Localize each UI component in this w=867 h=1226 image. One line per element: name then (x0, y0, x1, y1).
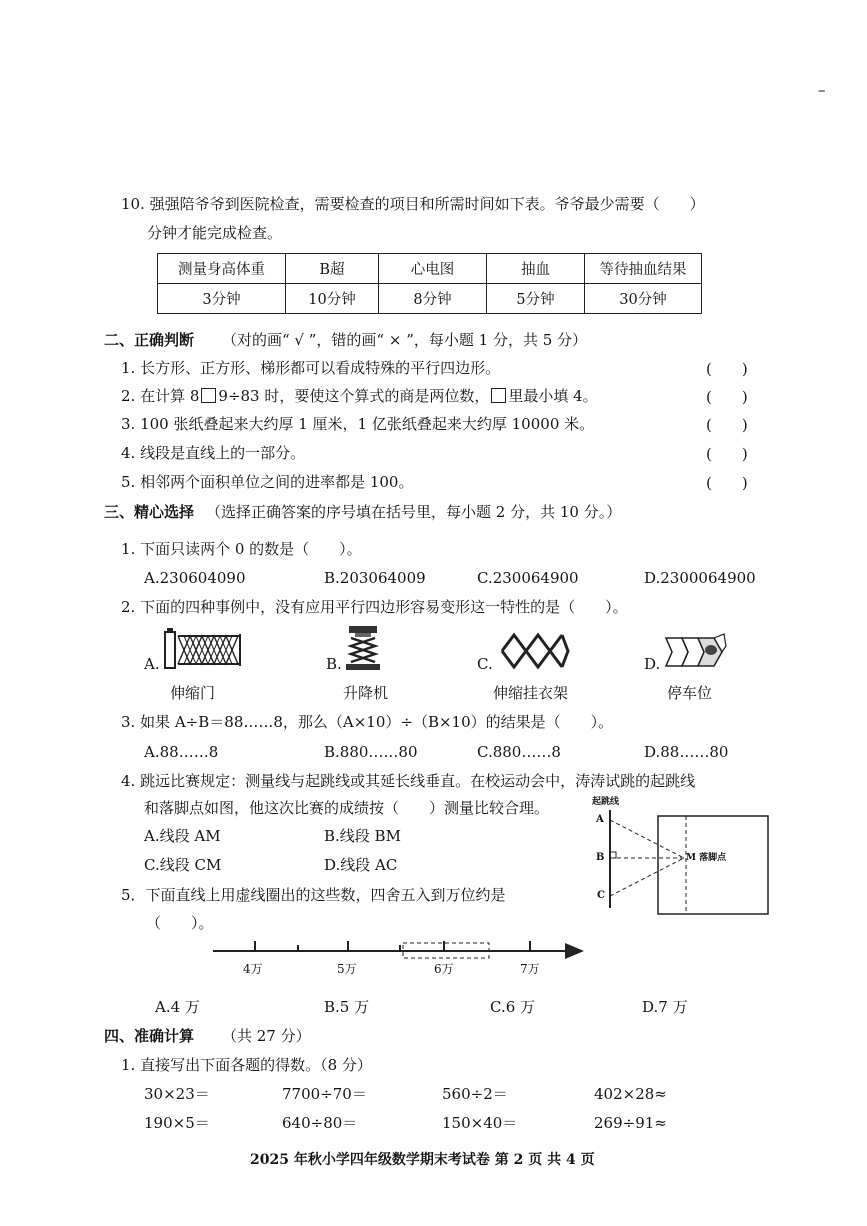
choice-q5-line2: （ ）。 (146, 914, 214, 932)
q10-line2: 分钟才能完成检查。 (147, 224, 283, 242)
fig-label-a: A (596, 814, 604, 825)
choice-q1-option-b: B.203064009 (324, 569, 426, 587)
calc-item: 269÷91≈ (594, 1114, 667, 1132)
number-line-tick-label: 7万 (520, 962, 540, 976)
retractable-gate-icon (162, 626, 244, 670)
table-header-cell: 等待抽血结果 (585, 254, 702, 284)
section-4-note: （共 27 分） (222, 1027, 311, 1045)
calc-item: 640÷80＝ (282, 1114, 358, 1132)
answer-paren[interactable]: ( ) (706, 416, 748, 434)
section-3-note: （选择正确答案的序号填在括号里，每小题 2 分，共 10 分。） (206, 503, 622, 521)
section-2-note: （对的画“ √ ”，错的画“ × ”，每小题 1 分，共 5 分） (222, 331, 588, 349)
choice-q3-stem: 3. 如果 A÷B＝88……8，那么（A×10）÷（B×10）的结果是（ ）。 (121, 713, 614, 731)
choice-q5-option-d: D.7 万 (642, 998, 688, 1016)
table-header-cell: 抽血 (487, 254, 585, 284)
fig-label-takeoff-line: 起跳线 (592, 797, 620, 807)
choice-q5-option-b: B.5 万 (324, 998, 370, 1016)
section-3-title: 三、精心选择 (104, 503, 195, 521)
number-line-tick-label: 4万 (243, 962, 263, 976)
answer-paren[interactable]: ( ) (706, 360, 748, 378)
section-2-title: 二、正确判断 (104, 331, 195, 349)
choice-q2-letter-c: C. (477, 655, 493, 673)
table-row (158, 254, 702, 284)
table-cell: 5分钟 (487, 284, 585, 314)
fig-label-m: M 落脚点 (686, 853, 727, 863)
calc-item: 7700÷70＝ (282, 1085, 367, 1103)
long-jump-figure (592, 796, 772, 918)
choice-q1-option-a: A.230604090 (144, 569, 246, 587)
answer-paren[interactable]: ( ) (706, 474, 748, 492)
choice-q4-option-a: A.线段 AM (144, 827, 221, 845)
judge-item-3: 3. 100 张纸叠起来大约厚 1 厘米，1 亿张纸叠起来大约厚 10000 米。 (121, 415, 595, 433)
calc-q1-stem: 1. 直接写出下面各题的得数。（8 分） (121, 1056, 372, 1074)
choice-q2-letter-a: A. (144, 655, 160, 673)
calc-item: 150×40＝ (442, 1114, 518, 1132)
choice-q2-caption-b: 升降机 (343, 684, 389, 702)
fig-label-b: B (596, 852, 605, 863)
folding-hanger-icon (498, 630, 570, 672)
judge-item-5: 5. 相邻两个面积单位之间的进率都是 100。 (121, 473, 414, 491)
number-line-tick-label: 5万 (337, 962, 357, 976)
choice-q3-option-d: D.88……80 (644, 743, 729, 761)
choice-q3-option-b: B.880……80 (324, 743, 418, 761)
judge-item-1: 1. 长方形、正方形、梯形都可以看成特殊的平行四边形。 (121, 359, 501, 377)
page-footer: 2025 年秋小学四年级数学期末考试卷 第 2 页 共 4 页 (250, 1152, 595, 1168)
table-cell: 3分钟 (158, 284, 286, 314)
choice-q1-option-c: C.230064900 (477, 569, 579, 587)
choice-q4-option-d: D.线段 AC (324, 856, 398, 874)
choice-q2-caption-d: 停车位 (667, 684, 713, 702)
judge-item-4: 4. 线段是直线上的一部分。 (121, 444, 306, 462)
answer-paren[interactable]: ( ) (706, 445, 748, 463)
choice-q1-stem: 1. 下面只读两个 0 的数是（ ）。 (121, 540, 362, 558)
fig-label-c: C (597, 890, 605, 901)
table-header-cell: 测量身高体重 (158, 254, 286, 284)
table-row (158, 284, 702, 314)
q10-table (157, 253, 702, 314)
choice-q4-option-c: C.线段 CM (144, 856, 222, 874)
choice-q2-letter-b: B. (326, 655, 342, 673)
choice-q5-line1: 5．下面直线上用虚线圈出的这些数，四舍五入到万位约是 (121, 886, 506, 904)
long-jump-diagram (592, 796, 772, 918)
table-cell: 10分钟 (286, 284, 379, 314)
choice-q5-option-a: A.4 万 (155, 998, 200, 1016)
choice-q4-option-b: B.线段 BM (324, 827, 401, 845)
calc-item: 560÷2＝ (442, 1085, 508, 1103)
calc-item: 190×5＝ (144, 1114, 210, 1132)
choice-q2-letter-d: D. (644, 655, 661, 673)
q10-line1: 10. 强强陪爷爷到医院检查，需要检查的项目和所需时间如下表。爷爷最少需要（ ） (121, 195, 705, 213)
table-header-cell: B超 (286, 254, 379, 284)
table-cell: 8分钟 (379, 284, 487, 314)
choice-q3-option-c: C.880……8 (477, 743, 561, 761)
choice-q2-caption-c: 伸缩挂衣架 (493, 684, 569, 702)
table-header-cell: 心电图 (379, 254, 487, 284)
blank-box (491, 388, 506, 403)
choice-q4-line2: 和落脚点如图，他这次比赛的成绩按（ ）测量比较合理。 (144, 799, 550, 817)
blank-box (201, 388, 216, 403)
number-line-tick-label: 6万 (434, 962, 454, 976)
choice-q5-option-c: C.6 万 (490, 998, 536, 1016)
calc-item: 30×23＝ (144, 1085, 210, 1103)
calc-item: 402×28≈ (594, 1085, 667, 1103)
judge-item-2-mid: 9÷83 时，要使这个算式的商是两位数， (218, 387, 490, 405)
choice-q2-stem: 2. 下面的四种事例中，没有应用平行四边形容易变形这一特性的是（ ）。 (121, 598, 628, 616)
table-cell: 30分钟 (585, 284, 702, 314)
judge-item-2 (121, 386, 598, 406)
choice-q2-caption-a: 伸缩门 (170, 684, 216, 702)
corner-mark: – (818, 81, 826, 99)
scissor-lift-icon (343, 624, 383, 672)
parking-space-icon (664, 632, 728, 672)
section-4-title: 四、准确计算 (104, 1027, 195, 1045)
judge-item-2-post: 里最小填 4。 (508, 387, 598, 405)
choice-q4-line1: 4. 跳远比赛规定：测量线与起跳线或其延长线垂直。在校运动会中，涛涛试跳的起跳线 (121, 772, 696, 790)
judge-item-2-pre: 2. 在计算 8 (121, 387, 200, 405)
choice-q3-option-a: A.88……8 (144, 743, 219, 761)
choice-q1-option-d: D.2300064900 (644, 569, 756, 587)
answer-paren[interactable]: ( ) (706, 388, 748, 406)
